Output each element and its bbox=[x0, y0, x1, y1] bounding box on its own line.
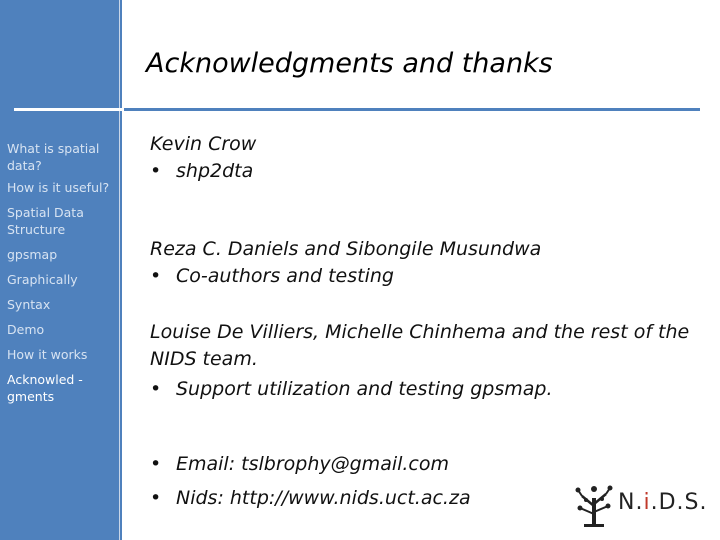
sidebar-item-how-is-it-useful[interactable]: How is it useful? bbox=[7, 180, 110, 195]
contact-email: • Email: tslbrophy@gmail.com bbox=[150, 451, 706, 478]
slide-title: Acknowledgments and thanks bbox=[146, 48, 553, 79]
ack-reza bbox=[150, 236, 706, 290]
bullet-icon: • bbox=[150, 265, 162, 287]
bullet-icon: • bbox=[150, 378, 162, 400]
ack-bullet: • Co-authors and testing bbox=[150, 263, 706, 290]
ack-louise bbox=[150, 319, 706, 403]
ack-name-line2: NIDS team. bbox=[150, 348, 258, 370]
nids-logo bbox=[574, 484, 714, 528]
sidebar-item-how-it-works[interactable]: How it works bbox=[7, 347, 88, 362]
sidebar-nav bbox=[7, 140, 119, 405]
sidebar-item-graphically[interactable]: Graphically bbox=[7, 272, 78, 287]
ack-bullet: • Support utilization and testing gpsmap. bbox=[150, 376, 706, 403]
title-underline bbox=[124, 108, 700, 111]
bullet-icon: • bbox=[150, 160, 162, 182]
ack-name-line1: Louise De Villiers, Michelle Chinhema and the rest of the bbox=[150, 321, 690, 343]
sidebar-item-acknowledgments[interactable]: Acknowled - gments bbox=[7, 372, 83, 404]
logo-text: N.i.D.S. bbox=[618, 490, 708, 515]
bullet-icon: • bbox=[150, 487, 162, 509]
ack-name: Reza C. Daniels and Sibongile Musundwa bbox=[150, 238, 542, 260]
tree-icon bbox=[574, 484, 614, 528]
contact-website: • Nids: http://www.nids.uct.ac.za bbox=[150, 485, 706, 512]
sidebar-divider bbox=[14, 108, 122, 111]
ack-kevin bbox=[150, 131, 706, 185]
ack-bullet: • shp2dta bbox=[150, 158, 706, 185]
sidebar-item-syntax[interactable]: Syntax bbox=[7, 297, 51, 312]
sidebar-item-gpsmap[interactable]: gpsmap bbox=[7, 247, 58, 262]
sidebar-item-demo[interactable]: Demo bbox=[7, 322, 45, 337]
sidebar-item-what-is-spatial-data[interactable]: What is spatial data? bbox=[7, 141, 100, 173]
bullet-icon: • bbox=[150, 453, 162, 475]
ack-name: Kevin Crow bbox=[150, 133, 257, 155]
sidebar-item-spatial-data-structure[interactable]: Spatial Data Structure bbox=[7, 205, 84, 237]
